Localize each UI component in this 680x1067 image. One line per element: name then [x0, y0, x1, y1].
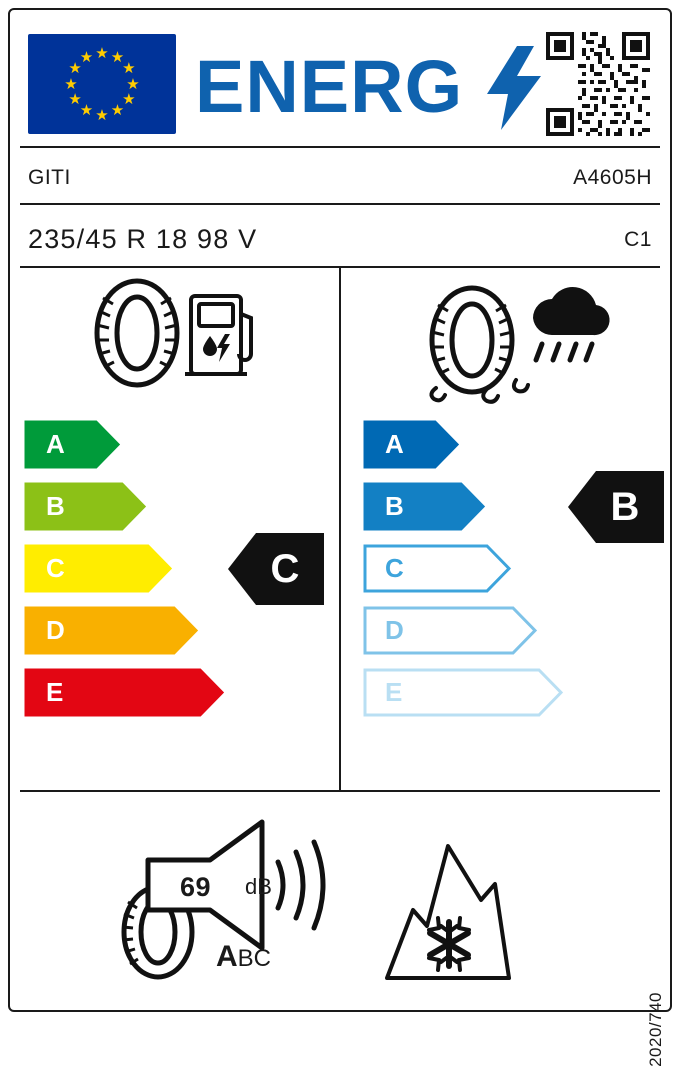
eu-star-icon: ★	[110, 102, 125, 120]
date-code: 2020/740	[646, 992, 665, 1067]
fuel-result-letter: C	[270, 546, 300, 591]
noise-class-selected: A	[216, 940, 238, 973]
fuel-efficiency-pictogram	[85, 278, 265, 388]
fuel-grade-letter: C	[46, 553, 65, 583]
wet-grade-scale	[363, 420, 563, 730]
eu-star-icon: ★	[95, 106, 109, 124]
eu-star-icon: ★	[68, 60, 82, 77]
noise-class	[216, 940, 271, 974]
label-header	[10, 10, 670, 145]
fuel-grade-b	[24, 482, 146, 531]
wet-grade-a	[363, 420, 459, 469]
eu-star-icon: ★	[79, 102, 94, 120]
wet-grade-e	[363, 668, 563, 717]
eu-star-icon: ★	[122, 91, 136, 108]
fuel-grade-letter: D	[46, 615, 65, 645]
tyre-size: 235/45 R 18 98 V	[28, 224, 258, 254]
eu-star-icon: ★	[79, 48, 94, 66]
noise-unit: dB	[245, 874, 272, 899]
three-peak-mountain-snowflake-icon	[383, 840, 513, 985]
eu-flag-icon	[28, 34, 176, 134]
noise-pictogram-group	[110, 820, 370, 990]
wet-grade-letter: B	[385, 491, 404, 521]
wet-grade-letter: D	[385, 615, 404, 645]
wet-grade-letter: A	[385, 429, 404, 459]
fuel-grade-a	[24, 420, 120, 469]
qr-code-icon	[546, 32, 650, 136]
wet-grade-c	[363, 544, 511, 593]
eu-star-icon: ★	[122, 60, 136, 77]
wet-result-letter: B	[610, 484, 640, 529]
divider-brand	[20, 203, 660, 205]
divider-header	[20, 146, 660, 148]
noise-value: 69	[180, 872, 212, 902]
fuel-grade-letter: B	[46, 491, 65, 521]
wet-grade-b	[363, 482, 485, 531]
fuel-grade-letter: E	[46, 677, 64, 707]
fuel-grade-c	[24, 544, 172, 593]
noise-class-others: BC	[237, 945, 272, 972]
fuel-result-badge	[228, 533, 324, 605]
snow-grip-pictogram	[383, 840, 513, 985]
model-code: A4605H	[573, 166, 652, 189]
wet-grip-pictogram	[420, 278, 610, 403]
fuel-grade-d	[24, 606, 198, 655]
eu-star-icon: ★	[126, 75, 140, 93]
fuel-grade-letter: A	[46, 429, 65, 459]
brand-name: GITI	[28, 166, 71, 189]
eu-star-icon: ★	[110, 48, 125, 66]
wet-grade-d	[363, 606, 537, 655]
wet-result-badge	[568, 471, 664, 543]
eu-star-icon: ★	[95, 44, 109, 62]
page-title: ENERG	[195, 45, 464, 128]
eu-star-icon: ★	[64, 75, 78, 93]
energy-bolt-icon	[487, 46, 541, 130]
tyre-class-code: C1	[624, 228, 652, 251]
fuel-grade-e	[24, 668, 224, 717]
wet-grade-letter: C	[385, 553, 404, 583]
divider-bottom	[20, 790, 660, 792]
eu-star-icon: ★	[68, 91, 82, 108]
divider-vertical	[339, 268, 341, 790]
wet-grade-letter: E	[385, 677, 403, 707]
fuel-grade-scale	[24, 420, 224, 730]
